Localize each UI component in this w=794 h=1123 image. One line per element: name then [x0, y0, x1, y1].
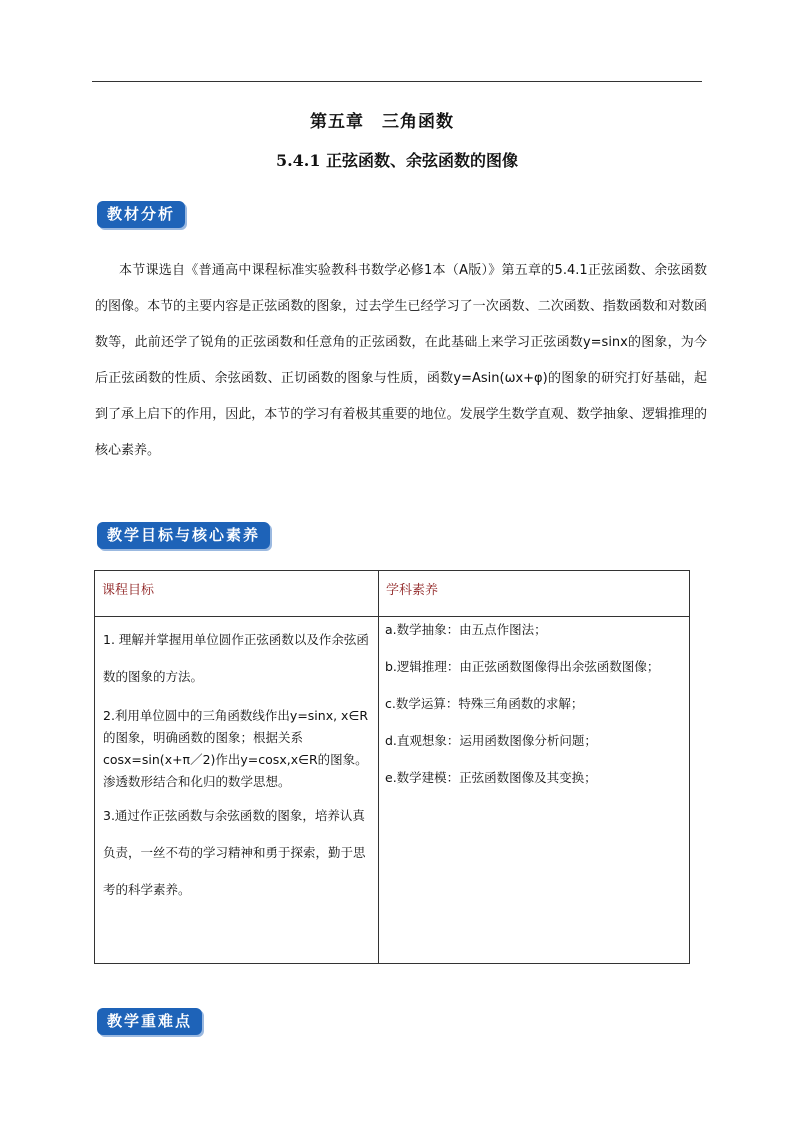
table-column-divider: [378, 571, 379, 963]
chapter-title: 第五章 三角函数: [310, 112, 454, 132]
badge-goals: 教学目标与核心素养: [97, 522, 270, 549]
goal-item: 1. 理解并掌握用单位圆作正弦函数以及作余弦函数的图象的方法。: [103, 632, 369, 684]
table-header-divider: [95, 616, 689, 617]
header-rule: [92, 81, 702, 82]
literacy-item: b.逻辑推理：由正弦函数图像得出余弦函数图像；: [385, 659, 660, 674]
analysis-paragraph: 本节课选自《普通高中课程标准实验教科书数学必修1本（A版）》第五章的5.4.1正弦函数、余弦函数的图像。本节的主要内容是正弦函数的图象，过去学生已经学习了一次函数、二次函数、指数函数和对数函数等，此前还学了锐角的正弦函数和任意角的正弦函数，在此基础上来学习正弦函数y=sinx的图象，为今后正弦函数的性质、余弦函数、正切函数的图象与性质，函数y=Asin(ωx+φ)的图象的研究打好基础，起到了承上启下的作用，因此，本节的学习有着极其重要的地位。发展学生数学直观、数学抽象、逻辑推理的核心素养。: [95, 263, 707, 458]
badge-analysis: 教材分析: [97, 201, 185, 228]
table-header-goals: 课程目标: [102, 583, 155, 598]
goals-table: [94, 570, 690, 964]
section-title: 5.4.1 正弦函数、余弦函数的图像: [275, 151, 519, 170]
literacy-item: a.数学抽象：由五点作图法；: [385, 622, 547, 637]
literacy-item: d.直观想象：运用函数图像分析问题；: [385, 733, 597, 748]
goal-item: 3.通过作正弦函数与余弦函数的图象，培养认真负责，一丝不苟的学习精神和勇于探索，勤于思考的科学素养。: [103, 808, 366, 897]
goal-item: 2.利用单位圆中的三角函数线作出y=sinx, x∈R的图象，明确函数的图象；根据关系cosx=sin(x+π／2)作出y=cosx,x∈R的图象。渗透数形结合和化归的数学思想。: [103, 708, 369, 789]
badge-difficulty: 教学重难点: [97, 1008, 202, 1035]
goals-column: [103, 621, 375, 908]
literacy-column: [385, 619, 681, 804]
literacy-item: e.数学建模：正弦函数图像及其变换；: [385, 770, 597, 785]
table-header-literacy: 学科素养: [386, 583, 439, 598]
literacy-item: c.数学运算：特殊三角函数的求解；: [385, 696, 584, 711]
